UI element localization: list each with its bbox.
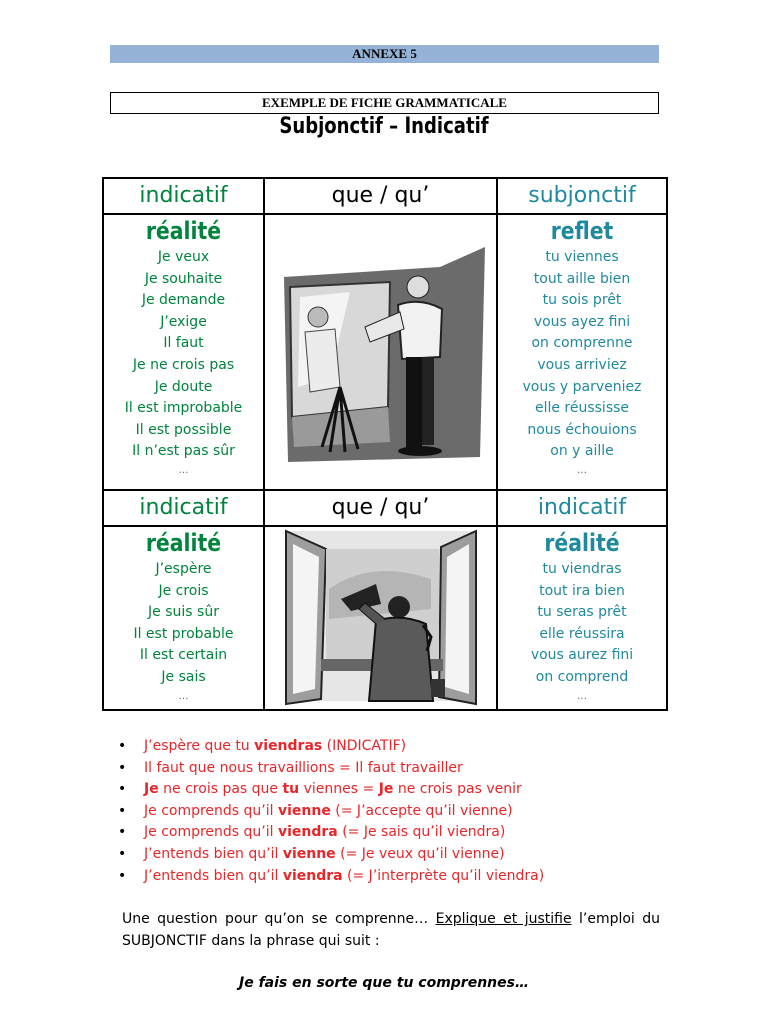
text: ne crois pas que	[158, 781, 283, 798]
list-item: vous ayez fini	[533, 313, 631, 330]
row1-left-header: indicatif	[103, 178, 264, 214]
list-item: Je veux	[157, 249, 210, 265]
list-item: tu seras prêt	[537, 604, 627, 621]
page-title: Subjonctif – Indicatif	[279, 114, 489, 139]
row1-right-items	[498, 247, 666, 463]
window-clipart-icon	[281, 529, 481, 707]
list-item	[118, 736, 544, 758]
list-item: elle réussisse	[534, 400, 630, 417]
list-item: on y aille	[550, 443, 614, 460]
ellipsis: …	[178, 690, 189, 702]
text: Je comprends qu’il	[144, 824, 278, 841]
ellipsis: …	[178, 464, 189, 476]
bold-word: Je	[378, 781, 394, 798]
list-item	[118, 758, 544, 780]
bold-verb: viendras	[254, 738, 323, 754]
list-item: Il faut	[163, 335, 204, 352]
row2-left-big: réalité	[145, 529, 222, 557]
text: Une question pour qu’on se comprenne…	[122, 911, 436, 927]
bold-verb: vienne	[277, 802, 331, 819]
row1-right-cell	[497, 214, 667, 490]
bold-word: Je	[144, 781, 159, 798]
row1-left-items	[104, 247, 263, 463]
list-item: Il est probable	[133, 625, 234, 642]
annexe-banner: ANNEXE 5	[110, 45, 659, 63]
list-item	[118, 866, 544, 888]
row2-left-cell	[103, 526, 264, 710]
list-item: Il n’est pas sûr	[132, 443, 235, 460]
list-item: vous arriviez	[537, 356, 627, 373]
row1-image-cell	[264, 214, 497, 490]
list-item: J’exige	[160, 313, 207, 330]
question-paragraph	[122, 908, 660, 952]
list-item: tout aille bien	[533, 270, 631, 287]
bold-verb: viendra	[277, 824, 338, 841]
list-item: tu viendras	[542, 561, 622, 577]
list-item: Je doute	[154, 378, 213, 395]
list-item	[118, 822, 544, 844]
list-item: Je ne crois pas	[132, 356, 235, 373]
list-item: vous aurez fini	[530, 647, 634, 664]
row2-left-items	[104, 559, 263, 689]
row1-right-big: reflet	[550, 217, 614, 245]
list-item: J’espère	[155, 561, 212, 577]
row2-middle-header: que / qu’	[264, 490, 497, 526]
list-item: Je suis sûr	[148, 604, 219, 621]
list-item: Je crois	[158, 582, 209, 599]
list-item: tu sois prêt	[542, 292, 622, 309]
text: (INDICATIF)	[322, 738, 407, 754]
row2-right-items	[498, 559, 666, 689]
row2-right-big: réalité	[544, 529, 620, 557]
row1-left-cell	[103, 214, 264, 490]
list-item: Je souhaite	[144, 270, 223, 287]
list-item: Je sais	[161, 668, 206, 685]
list-item: Je demande	[141, 292, 226, 309]
list-item: nous échouions	[527, 421, 637, 438]
text: (= Je veux qu’il vienne)	[335, 845, 505, 862]
list-item	[118, 779, 544, 801]
list-item	[118, 801, 544, 823]
row2-image-cell	[264, 526, 497, 710]
text: ne crois pas venir	[393, 781, 522, 798]
list-item	[118, 844, 544, 866]
list-item: Il est improbable	[124, 400, 243, 417]
ellipsis: …	[577, 690, 587, 702]
text: Il faut que nous travaillions = Il faut travailler	[144, 759, 463, 776]
mirror-clipart-icon	[270, 237, 492, 467]
text: viennes =	[299, 781, 379, 798]
text: (= J’interprète qu’il viendra)	[342, 867, 545, 884]
row1-left-big: réalité	[145, 217, 222, 245]
bold-verb: viendra	[282, 867, 343, 884]
fiche-title-box: EXEMPLE DE FICHE GRAMMATICALE	[110, 92, 659, 114]
text: (= J’accepte qu’il vienne)	[330, 802, 513, 819]
ellipsis: …	[577, 464, 587, 476]
list-item: on comprenne	[531, 335, 633, 352]
bold-word: tu	[282, 781, 300, 798]
bold-verb: vienne	[282, 845, 336, 862]
list-item: elle réussira	[539, 625, 625, 642]
list-item: Il est certain	[139, 647, 228, 664]
list-item: tout ira bien	[539, 582, 625, 599]
text: J’espère que tu	[144, 738, 255, 754]
list-item: Il est possible	[135, 421, 232, 438]
row2-left-header: indicatif	[103, 490, 264, 526]
example-list	[118, 736, 544, 887]
text: J’entends bien qu’il	[144, 867, 283, 884]
text: (= Je sais qu’il viendra)	[337, 824, 506, 841]
final-sentence: Je fais en sorte que tu comprennes…	[239, 975, 529, 991]
text: Je comprends qu’il	[144, 802, 278, 819]
text: l’emploi du SUBJONCTIF dans la phrase qui suit :	[122, 911, 661, 949]
underlined-instruction: Explique et justifie	[435, 911, 572, 927]
row1-right-header: subjonctif	[497, 178, 667, 214]
list-item: vous y parveniez	[522, 378, 642, 395]
row2-right-cell	[497, 526, 667, 710]
text: J’entends bien qu’il	[144, 845, 283, 862]
row1-middle-header: que / qu’	[264, 178, 497, 214]
row2-right-header: indicatif	[497, 490, 667, 526]
list-item: on comprend	[535, 668, 629, 685]
list-item: tu viennes	[545, 249, 619, 265]
grammar-table	[102, 177, 668, 711]
